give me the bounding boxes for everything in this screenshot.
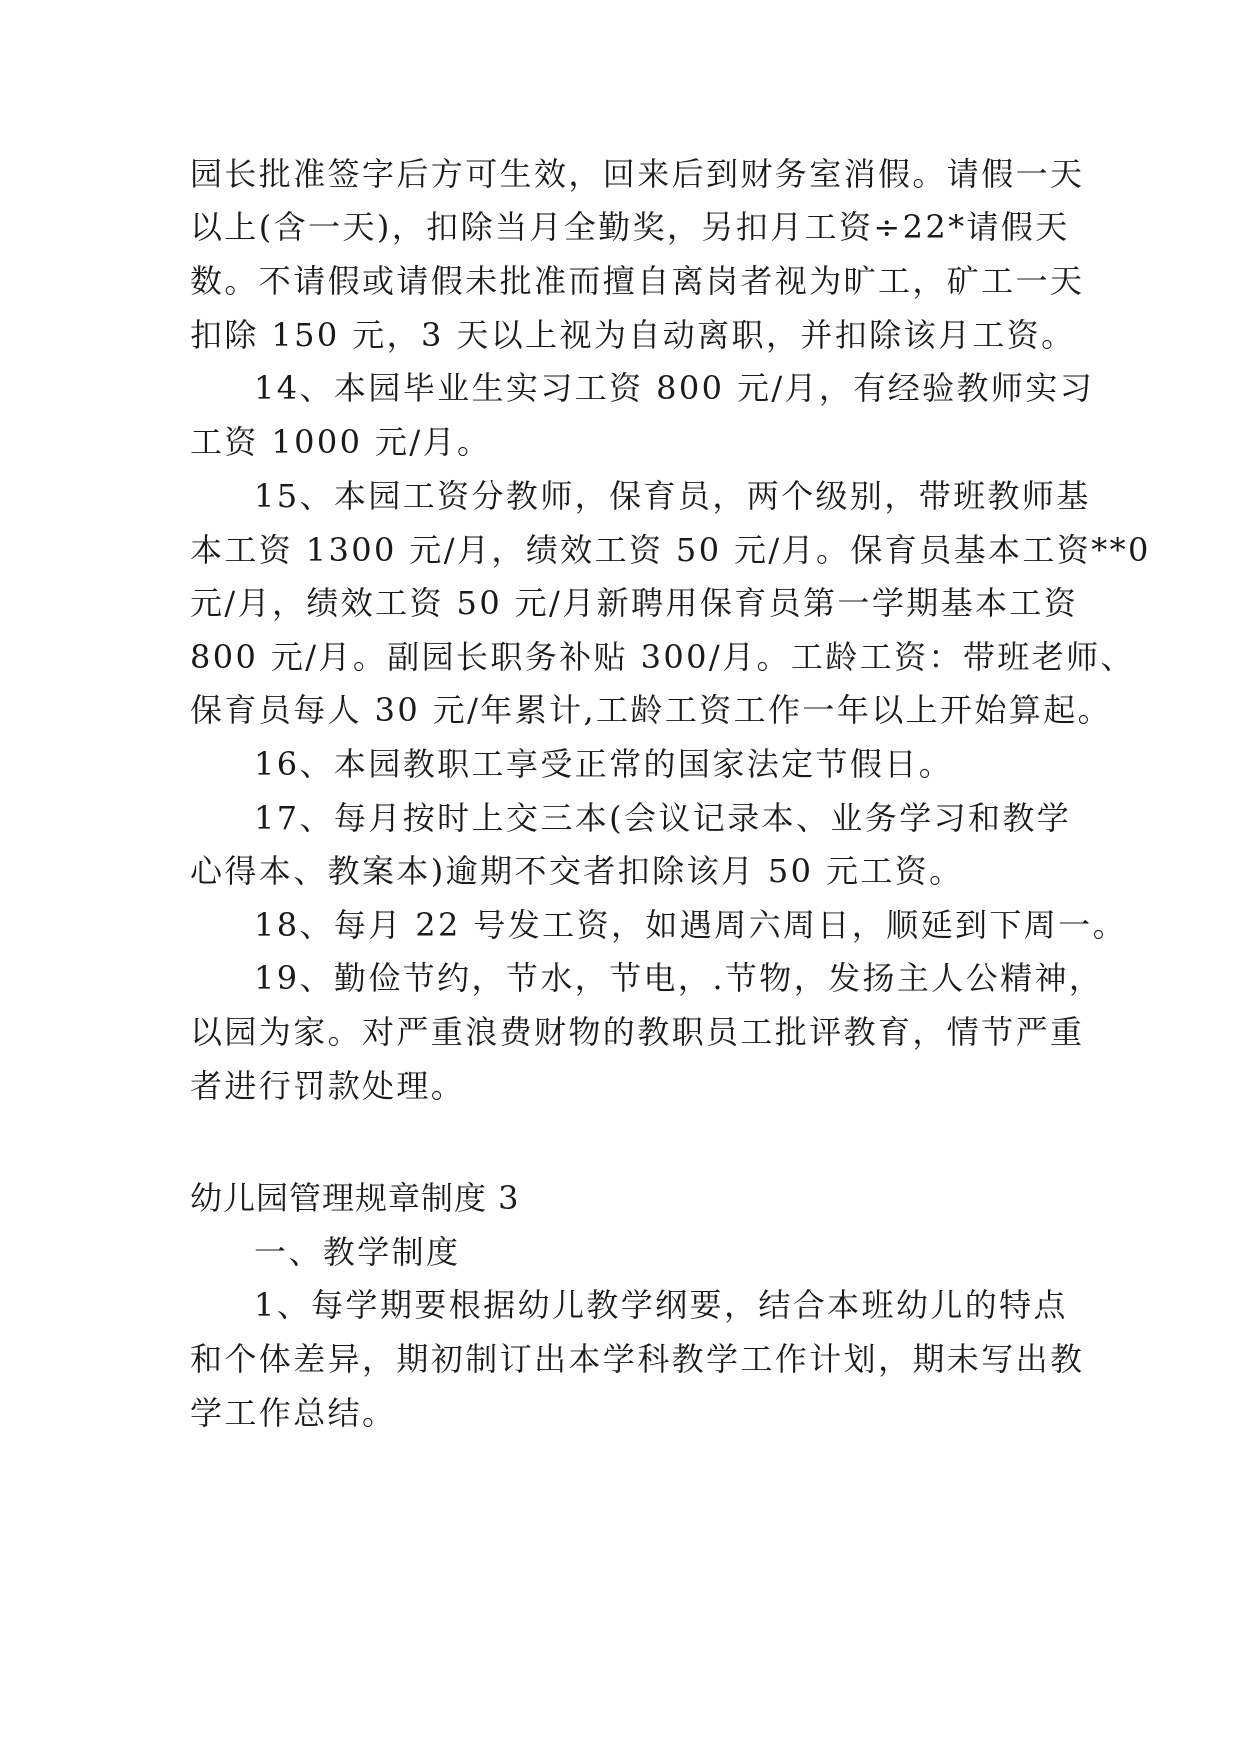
- text-line: 心得本、教案本)逾期不交者扣除该月 50 元工资。: [190, 852, 964, 890]
- section-heading: 幼儿园管理规章制度 3: [190, 1179, 520, 1217]
- text-line: 以园为家。对严重浪费财物的教职员工批评教育，情节严重: [190, 1013, 1085, 1051]
- text-line: 19、勤俭节约，节水，节电，.节物，发扬主人公精神，: [254, 959, 1104, 997]
- subsection-heading: 一、教学制度: [254, 1233, 461, 1271]
- text-line: 者进行罚款处理。: [190, 1067, 466, 1105]
- text-line: 本工资 1300 元/月，绩效工资 50 元/月。保育员基本工资**0: [190, 531, 1151, 569]
- text-line: 学工作总结。: [190, 1394, 397, 1432]
- text-line: 16、本园教职工享受正常的国家法定节假日。: [254, 745, 954, 783]
- text-line: 保育员每人 30 元/年累计,工龄工资工作一年以上开始算起。: [190, 691, 1113, 729]
- text-line: 18、每月 22 号发工资，如遇周六周日，顺延到下周一。: [254, 906, 1127, 944]
- text-line: 以上(含一天)，扣除当月全勤奖，另扣月工资÷22*请假天: [190, 208, 1070, 246]
- text-line: 15、本园工资分教师，保育员，两个级别，带班教师基: [254, 477, 1091, 515]
- text-line: 800 元/月。副园长职务补贴 300/月。工龄工资：带班老师、: [190, 638, 1135, 676]
- text-line: 17、每月按时上交三本(会议记录本、业务学习和教学: [254, 799, 1072, 837]
- text-line: 园长批准签字后方可生效，回来后到财务室消假。请假一天: [190, 155, 1085, 193]
- text-line: 1、每学期要根据幼儿教学纲要，结合本班幼儿的特点: [254, 1286, 1068, 1324]
- text-line: 工资 1000 元/月。: [190, 423, 492, 461]
- text-line: 扣除 150 元，3 天以上视为自动离职，并扣除该月工资。: [190, 316, 1076, 354]
- text-line: 和个体差异，期初制订出本学科教学工作计划，期未写出教: [190, 1340, 1085, 1378]
- text-line: 数。不请假或请假未批准而擅自离岗者视为旷工，矿工一天: [190, 262, 1085, 300]
- text-line: 元/月，绩效工资 50 元/月新聘用保育员第一学期基本工资: [190, 584, 1079, 622]
- text-line: 14、本园毕业生实习工资 800 元/月，有经验教师实习: [254, 369, 1095, 407]
